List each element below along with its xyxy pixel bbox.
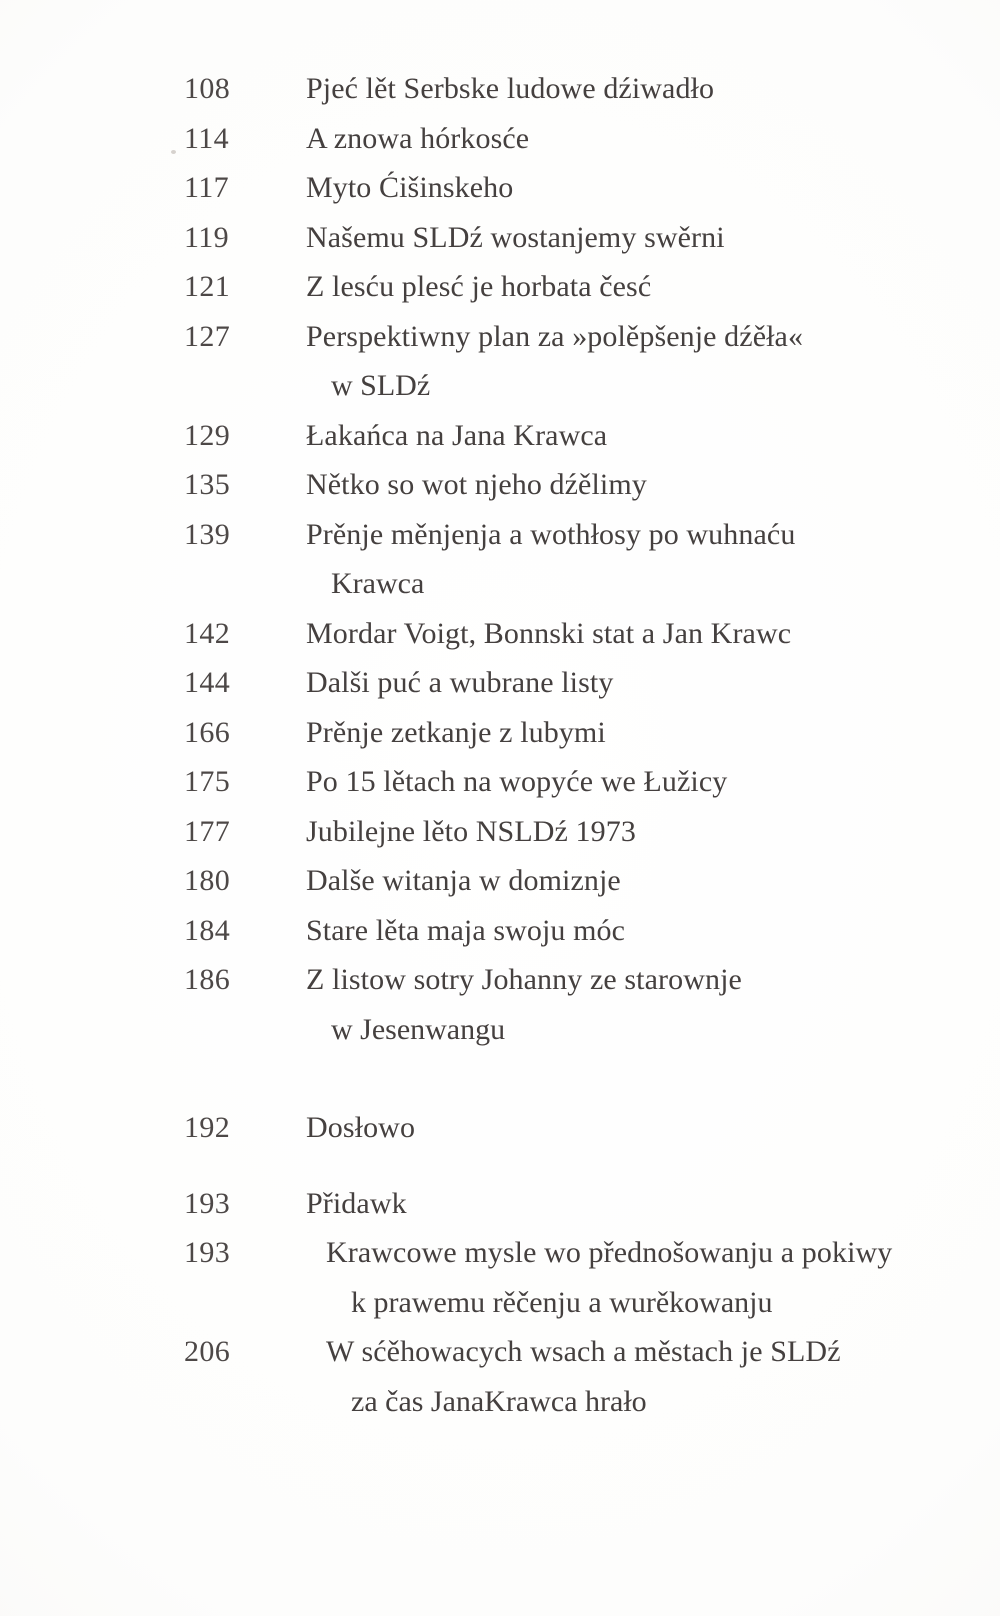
- toc-entry-title: Łakańca na Jana Krawca: [306, 418, 608, 452]
- toc-entry-page-number: 108: [184, 72, 231, 105]
- toc-entry[interactable]: [0, 616, 1000, 669]
- toc-entry-title-continuation: Krawca: [331, 567, 425, 600]
- toc-entry-page-number: 139: [184, 517, 231, 551]
- toc-entry-page-number: 177: [184, 814, 231, 848]
- toc-entry[interactable]: [0, 965, 1000, 1015]
- toc-entry-title-continuation: w Jesenwangu: [331, 1012, 506, 1046]
- toc-entry[interactable]: [0, 814, 1000, 867]
- toc-entry-title: A znowa hórkosće: [306, 121, 530, 155]
- toc-entry-title: Dalši puć a wubrane listy: [306, 666, 614, 699]
- toc-entry-page-number: 192: [184, 1111, 231, 1144]
- toc-entry[interactable]: [0, 1186, 1000, 1239]
- toc-entry[interactable]: [0, 1113, 1000, 1163]
- toc-entry-title-continuation: k prawemu rěčenju a wurěkowanju: [351, 1285, 773, 1319]
- toc-entry-page-number: 186: [184, 963, 231, 996]
- toc-entry-title: Krawcowe mysle wo přednošowanju a pokiwy: [326, 1236, 893, 1269]
- toc-entry-title: Myto Ćišinskeho: [306, 171, 514, 204]
- toc-entry[interactable]: [0, 121, 1000, 174]
- toc-entry[interactable]: [0, 715, 1000, 768]
- toc-entry[interactable]: [0, 418, 1000, 471]
- toc-entry-title: Pjeć lět Serbske ludowe dźiwadło: [306, 72, 715, 105]
- toc-entry-title: Prěnje zetkanje z lubymi: [306, 715, 606, 749]
- toc-entry[interactable]: [0, 74, 1000, 124]
- toc-entry-page-number: 166: [184, 715, 231, 749]
- toc-entry[interactable]: [0, 1238, 1000, 1288]
- toc-entry[interactable]: [0, 173, 1000, 223]
- toc-entry-title: W sćěhowacych wsach a městach je SLDź: [326, 1335, 841, 1368]
- toc-entry[interactable]: [0, 866, 1000, 916]
- toc-entry-page-number: 175: [184, 765, 231, 798]
- toc-entry-page-number: 184: [184, 913, 231, 947]
- toc-entry-title: Z lesću plesć je horbata česć: [306, 270, 652, 303]
- toc-entry-title: Z listow sotry Johanny ze starownje: [306, 963, 742, 996]
- toc-entry-page-number: 119: [184, 220, 230, 254]
- toc-entry-page-number: 127: [184, 319, 231, 353]
- toc-entry-page-number: 129: [184, 418, 231, 452]
- toc-entry-title: Stare lěta maja swoju móc: [306, 913, 626, 947]
- toc-entry-title: Našemu SLDź wostanjemy swěrni: [306, 220, 725, 254]
- toc-entry[interactable]: [0, 517, 1000, 570]
- toc-entry-page-number: 193: [184, 1186, 231, 1220]
- toc-entry-page-number: 142: [184, 616, 231, 650]
- toc-entry-title: Jubilejne lěto NSLDź 1973: [306, 814, 636, 848]
- toc-entry-title: Mordar Voigt, Bonnski stat a Jan Krawc: [306, 616, 792, 650]
- toc-entry-title: Prěnje měnjenja a wothłosy po wuhnaću: [306, 517, 796, 551]
- toc-entry[interactable]: [0, 1337, 1000, 1387]
- toc-entry-title-continuation: za čas JanaKrawca hrało: [351, 1384, 647, 1418]
- toc-entry-page-number: 180: [184, 864, 231, 897]
- toc-entry-title: Po 15 lětach na wopyće we Łužicy: [306, 765, 728, 798]
- toc-entry[interactable]: [0, 767, 1000, 817]
- toc-entry-page-number: 121: [184, 270, 231, 303]
- toc-entry-title: Dosłowo: [306, 1111, 416, 1144]
- toc-entry-page-number: 117: [184, 171, 230, 204]
- toc-entry[interactable]: [0, 470, 1000, 520]
- toc-entry-page-number: 193: [184, 1236, 231, 1269]
- toc-entry[interactable]: [0, 272, 1000, 322]
- toc-entry[interactable]: [0, 913, 1000, 966]
- toc-entry-title-continuation: w SLDź: [331, 369, 431, 402]
- toc-entry-title: Nětko so wot njeho dźělimy: [306, 468, 647, 501]
- toc-entry[interactable]: [0, 220, 1000, 273]
- toc-entry-page-number: 114: [184, 121, 230, 155]
- toc-entry[interactable]: [0, 319, 1000, 372]
- toc-entry-title: Přidawk: [306, 1186, 407, 1220]
- toc-entry-page-number: 135: [184, 468, 231, 501]
- toc-entry-title: Perspektiwny plan za »polěpšenje dźěła«: [306, 319, 804, 353]
- toc-entry-title: Dalše witanja w domiznje: [306, 864, 621, 897]
- toc-entry-page-number: 206: [184, 1335, 231, 1368]
- toc-entry[interactable]: [0, 668, 1000, 718]
- toc-entry-page-number: 144: [184, 666, 231, 699]
